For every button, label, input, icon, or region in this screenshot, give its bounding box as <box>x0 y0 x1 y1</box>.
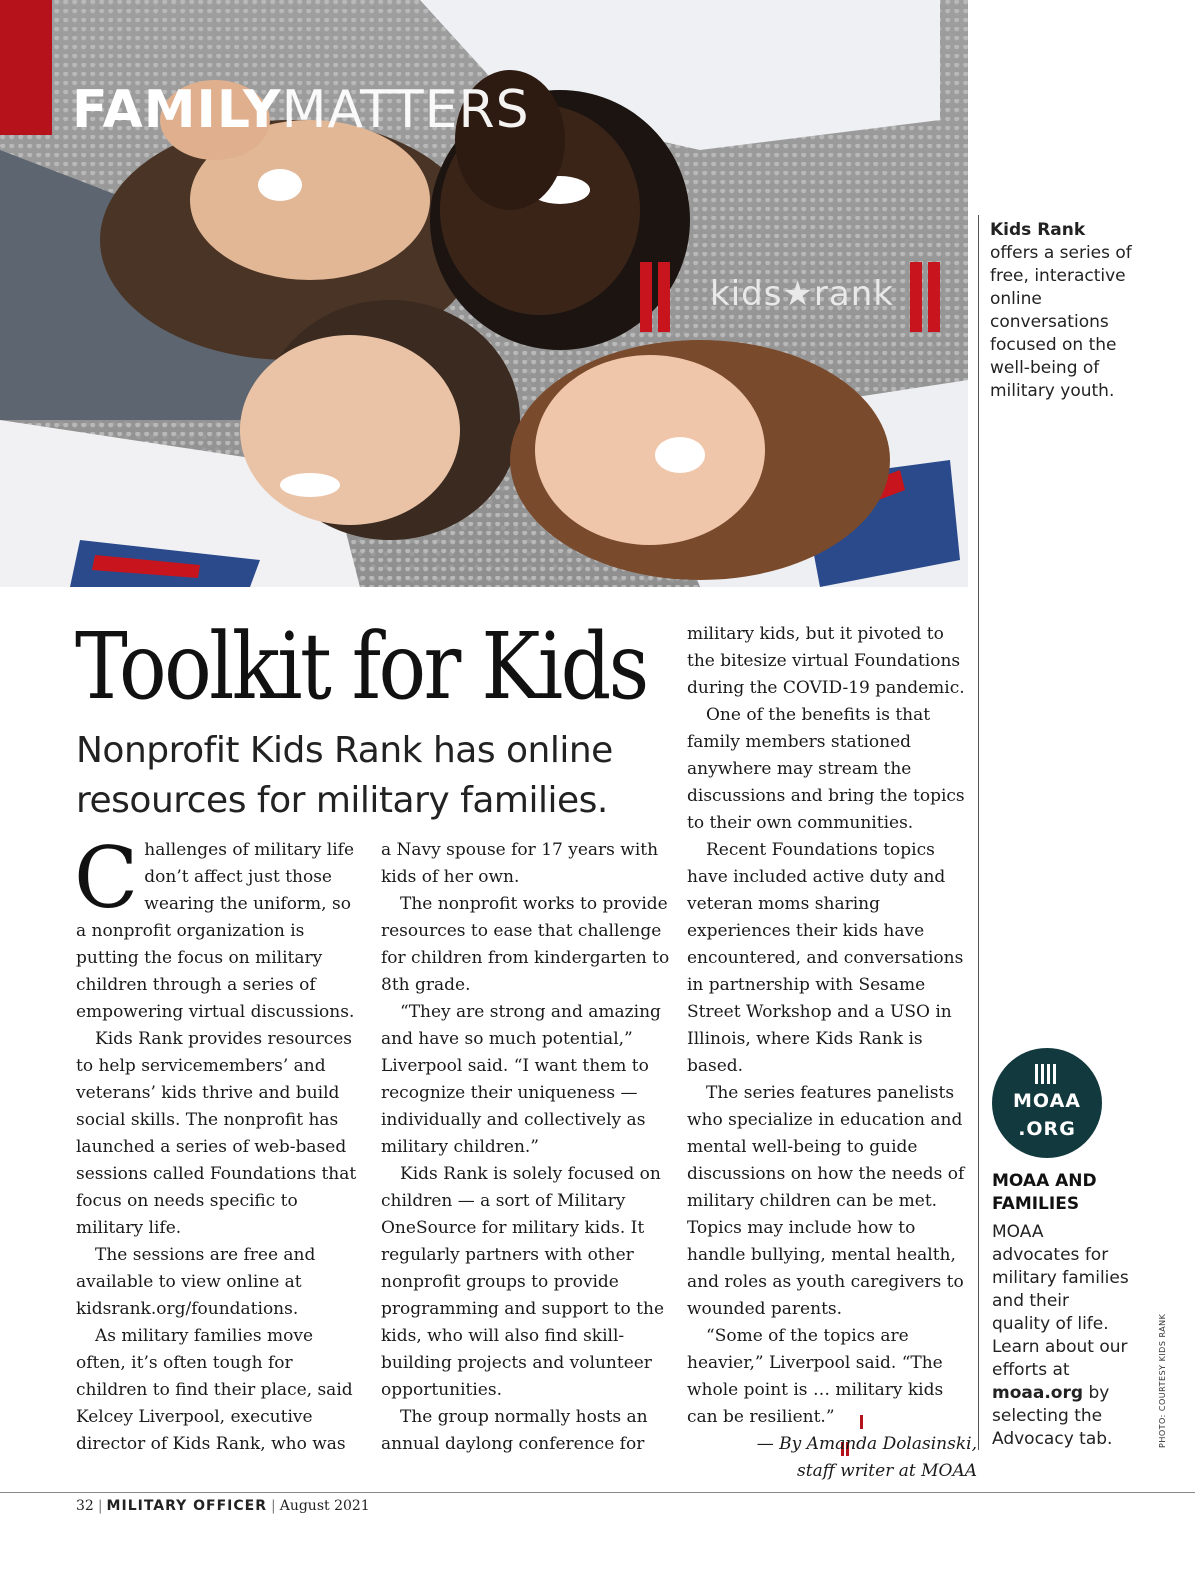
sidebar-divider <box>978 215 979 1450</box>
paragraph: Kids Rank is solely focused on children — a sort of Military OneSource for military kids. It regularly partners with other nonprofit groups to provide programming and support to the kids, who will also find skill-building projects and volunteer opportunities. <box>381 1164 665 1400</box>
byline-name: — By Amanda Dolasinski, <box>756 1434 977 1454</box>
article-headline: Toolkit for Kids <box>75 613 647 720</box>
promo-body: MOAA advocates for military families and their quality of life. Learn about our efforts at moaa.org by selecting the Advocacy tab. <box>992 1222 1129 1449</box>
article-column-2 <box>381 837 671 1458</box>
paragraph: The sessions are free and available to view online at kidsrank.org/foundations. <box>76 1245 316 1319</box>
page-folio: 32 | MILITARY OFFICER | August 2021 <box>76 1498 370 1514</box>
logo-bars-left <box>640 262 670 332</box>
byline-title: staff writer at MOAA <box>797 1461 977 1481</box>
paragraph: One of the benefits is that family members stationed anywhere may stream the discussions and bring the topics to their own communities. <box>687 705 965 833</box>
badge-line-2: .ORG <box>1018 1118 1076 1140</box>
section-label <box>72 80 530 140</box>
publication-name: MILITARY OFFICER <box>106 1498 267 1514</box>
caption-bold: Kids Rank <box>990 220 1086 240</box>
paragraph: Recent Foundations topics have included active duty and veteran moms sharing experiences their kids have encountered, and conversations in partnership with Sesame Street Workshop and a USO in Illinois, where Kids Rank is based. <box>687 840 964 1076</box>
moaa-flag-icon <box>1032 1064 1062 1084</box>
article-column-1 <box>74 829 366 1458</box>
paragraph: Kids Rank provides resources to help servicemembers’ and veterans’ kids thrive and build social skills. The nonprofit has launched a series of web-based sessions called Foundations that focus on needs specific to military life. <box>76 1029 357 1238</box>
photo-credit: PHOTO: COURTESY KIDS RANK <box>1158 1313 1167 1448</box>
paragraph: “They are strong and amazing and have so much potential,” Liverpool said. “I want them to recognize their uniqueness — individually and collectively as military children.” <box>381 1002 661 1157</box>
paragraph: The series features panelists who specialize in education and mental well-being to guide discussions on how the needs of military children can be met. Topics may include how to handle bullying, mental health, and roles as youth caregivers to wounded parents. <box>687 1083 965 1319</box>
issue-date: August 2021 <box>279 1498 370 1514</box>
footer-divider <box>0 1492 1195 1493</box>
paragraph: The group normally hosts an annual daylong conference for <box>381 1407 648 1454</box>
end-mark-icon <box>841 1411 857 1425</box>
logo-text: kids★rank <box>710 274 894 314</box>
caption-text: offers a series of free, interactive online conversations focused on the well-being of military youth. <box>990 243 1132 401</box>
paragraph: The nonprofit works to provide resources to ease that challenge for children from kindergarten to 8th grade. <box>381 894 670 995</box>
kids-rank-logo <box>640 262 960 332</box>
drop-cap: C <box>74 829 139 927</box>
paragraph: Challenges of military life don’t affect just those wearing the uniform, so a nonprofit organization is putting the focus on military children through a series of empowering virtual discussions. <box>74 829 355 1022</box>
section-label-bold: FAMILY <box>72 80 282 140</box>
moaa-org-badge[interactable] <box>992 1048 1102 1158</box>
logo-bars-right <box>910 262 940 332</box>
paragraph: As military families move often, it’s often tough for children to find their place, said Kelcey Liverpool, executive director of Kids Rank, who was <box>76 1326 353 1454</box>
article-deck: Nonprofit Kids Rank has online resources for military families. <box>76 730 613 821</box>
section-accent-bar <box>0 0 52 135</box>
section-label-light: MATTERS <box>281 80 530 140</box>
paragraph: a Navy spouse for 17 years with kids of her own. <box>381 840 659 887</box>
photo-caption <box>990 219 1140 403</box>
paragraph: military kids, but it pivoted to the bitesize virtual Foundations during the COVID-19 pandemic. <box>687 624 965 698</box>
badge-line-1: MOAA <box>1013 1090 1081 1112</box>
hero-photo <box>0 0 968 587</box>
page-number: 32 <box>76 1498 94 1514</box>
paragraph: “Some of the topics are heavier,” Liverpool said. “The whole point is … military kids can be resilient.” <box>687 1323 977 1431</box>
article-column-3 <box>687 621 977 1485</box>
moaa-link[interactable]: moaa.org <box>992 1383 1084 1403</box>
promo-title: MOAA AND FAMILIES <box>992 1171 1097 1214</box>
